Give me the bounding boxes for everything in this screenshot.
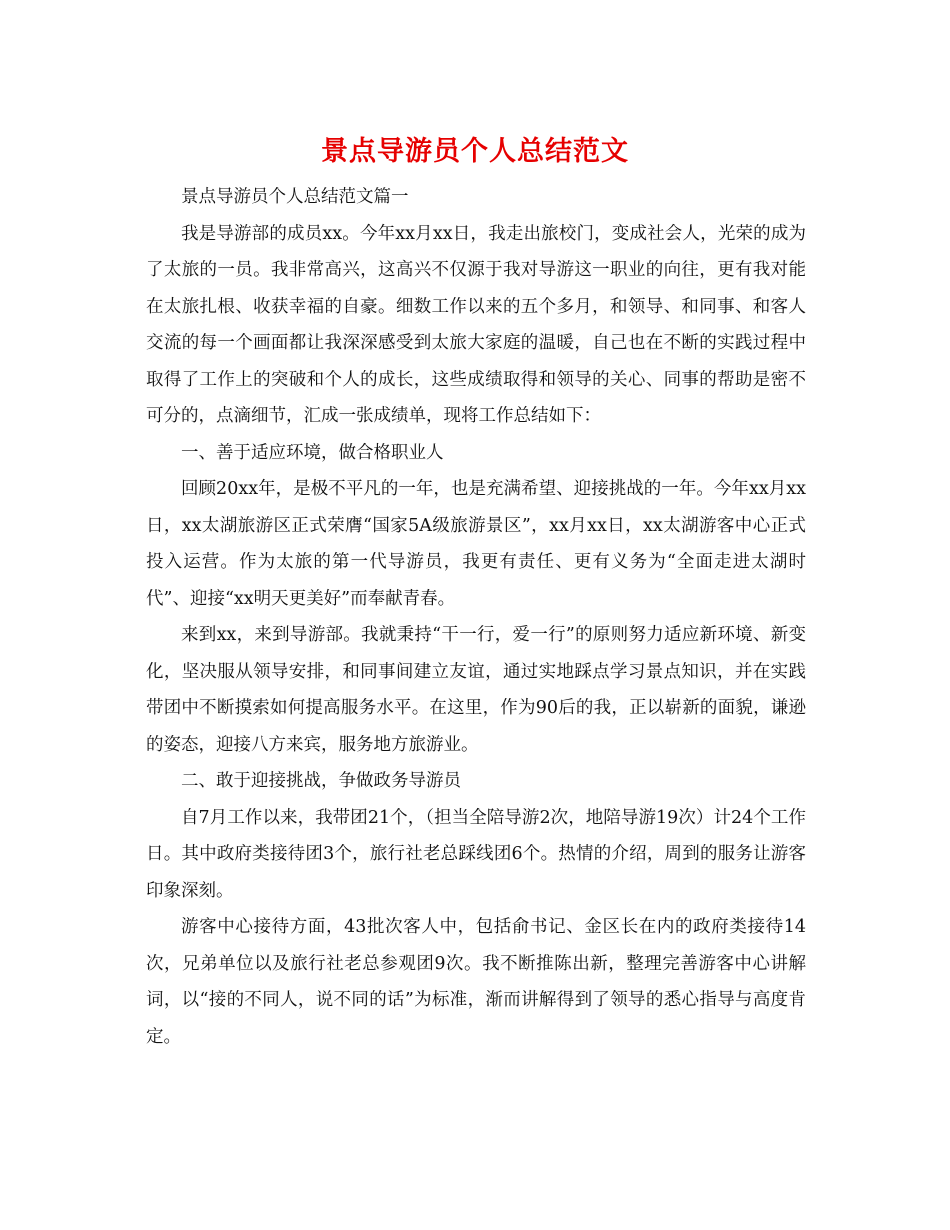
paragraph: 来到xx，来到导游部。我就秉持“干一行，爱一行”的原则努力适应新环境、新变化，坚决服从领导安排，和同事间建立友谊，通过实地踩点学习景点知识，并在实践带团中不断摸索如何提高服务水平。在这里，作为90后的我，正以崭新的面貌，谦逊的姿态，迎接八方来宾，服务地方旅游业。 — [146, 625, 806, 755]
document-title: 景点导游员个人总结范文 — [321, 136, 629, 167]
paragraph: 自7月工作以来，我带团21个，（担当全陪导游2次，地陪导游19次）计24个工作日。其中政府类接待团3个，旅行社老总踩线团6个。热情的介绍，周到的服务让游客印象深刻。 — [146, 807, 806, 901]
section-heading: 一、善于适应环境，做合格职业人 — [181, 442, 444, 463]
paragraph: 我是导游部的成员xx。今年xx月xx日，我走出旅校门，变成社会人，光荣的成为了太旅的一员。我非常高兴，这高兴不仅源于我对导游这一职业的向往，更有我对能在太旅扎根、收获幸福的自豪。细数工作以来的五个多月，和领导、和同事、和客人交流的每一个画面都让我深深感受到太旅大家庭的温暖，自己也在不断的实践过程中取得了工作上的突破和个人的成长，这些成绩取得和领导的关心、同事的帮助是密不可分的，点滴细节，汇成一张成绩单，现将工作总结如下： — [146, 223, 806, 426]
paragraph-subtitle: 景点导游员个人总结范文篇一 — [181, 187, 409, 207]
section-heading: 二、敢于迎接挑战，争做政务导游员 — [181, 771, 461, 791]
document-body — [146, 179, 806, 1055]
paragraph: 回顾20xx年，是极不平凡的一年，也是充满希望、迎接挑战的一年。今年xx月xx日，xx太湖旅游区正式荣膺“国家5A级旅游景区”，xx月xx日，xx太湖游客中心正式投入运营。作为太旅的第一代导游员，我更有责任、更有义务为“全面走进太湖时代”、迎接“xx明天更美好”而奉献青春。 — [146, 479, 806, 609]
paragraph: 游客中心接待方面，43批次客人中，包括俞书记、金区长在内的政府类接待14次，兄弟单位以及旅行社老总参观团9次。我不断推陈出新，整理完善游客中心讲解词，以“接的不同人，说不同的话”为标准，渐而讲解得到了领导的悉心指导与高度肯定。 — [146, 917, 806, 1047]
